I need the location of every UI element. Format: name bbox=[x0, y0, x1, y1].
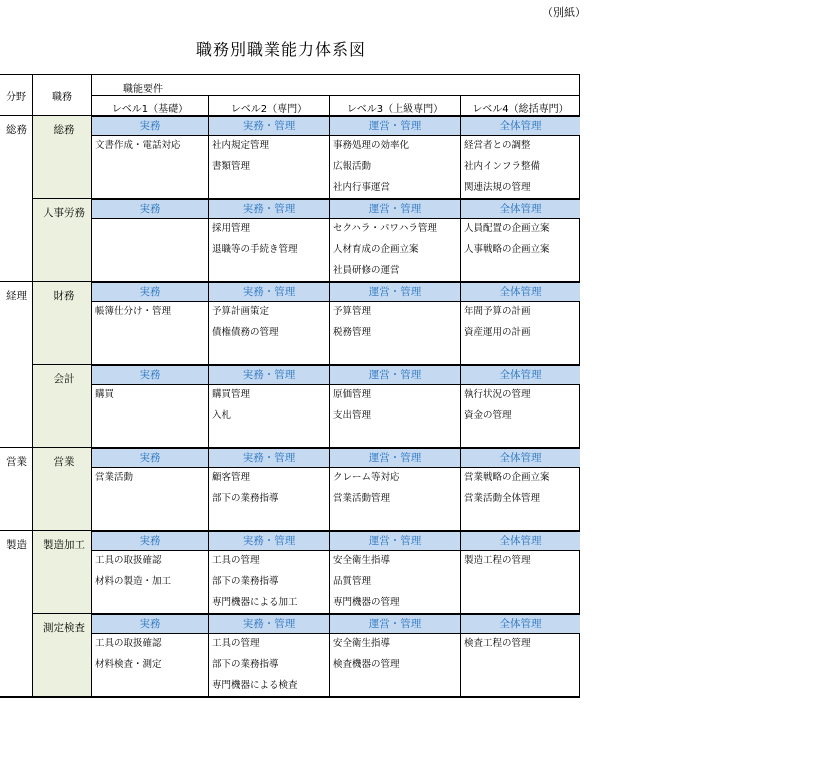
requirement-list bbox=[330, 468, 460, 513]
level-cell bbox=[209, 116, 330, 199]
level-cell bbox=[461, 365, 580, 448]
requirement-item: 専門機器の管理 bbox=[333, 597, 400, 608]
requirement-item: 退職等の手続き管理 bbox=[212, 244, 298, 255]
requirement-list bbox=[209, 136, 329, 181]
field-cell: 総務 bbox=[0, 116, 33, 282]
requirement-item: 専門機器による加工 bbox=[212, 597, 298, 608]
requirement-item: 経営者との調整 bbox=[464, 140, 531, 151]
level-cell bbox=[461, 614, 580, 697]
requirement-list bbox=[209, 219, 329, 264]
requirement-item: 広報活動 bbox=[333, 161, 372, 172]
level-category-bar: 全体管理 bbox=[461, 448, 580, 468]
level-category-bar: 全体管理 bbox=[461, 116, 580, 136]
duty-cell: 営業 bbox=[33, 448, 92, 531]
requirement-item: 材料の製造・加工 bbox=[95, 576, 172, 587]
requirement-list bbox=[209, 468, 329, 513]
level-cell bbox=[92, 116, 209, 199]
requirement-item: 検査工程の管理 bbox=[464, 638, 531, 649]
requirement-list bbox=[461, 136, 580, 199]
duty-cell: 財務 bbox=[33, 282, 92, 365]
requirement-item: 専門機器による検査 bbox=[212, 680, 298, 691]
annex-note: （別紙） bbox=[542, 6, 586, 19]
page-title: 職務別職業能力体系図 bbox=[196, 40, 367, 59]
requirement-item: 検査機器の管理 bbox=[333, 659, 400, 670]
requirement-list bbox=[330, 385, 460, 430]
duty-cell: 総務 bbox=[33, 116, 92, 199]
level-category-bar: 運営・管理 bbox=[330, 531, 460, 551]
requirement-list bbox=[461, 219, 580, 264]
duty-cell: 会計 bbox=[33, 365, 92, 448]
level-cell bbox=[209, 614, 330, 697]
level-category-bar: 運営・管理 bbox=[330, 199, 460, 219]
level-cell bbox=[92, 614, 209, 697]
requirement-item: 社内規定管理 bbox=[212, 140, 270, 151]
requirement-item: 税務管理 bbox=[333, 327, 372, 338]
level-cell bbox=[92, 448, 209, 531]
requirement-list bbox=[330, 302, 460, 347]
requirement-item: 営業活動管理 bbox=[333, 493, 391, 504]
level-category-bar: 実務 bbox=[92, 116, 208, 136]
level-category-bar: 全体管理 bbox=[461, 531, 580, 551]
requirement-item: 資産運用の計画 bbox=[464, 327, 531, 338]
requirement-list bbox=[461, 634, 580, 658]
level-cell bbox=[209, 282, 330, 365]
requirement-item: 顧客管理 bbox=[212, 472, 251, 483]
requirement-item: 工具の取扱確認 bbox=[95, 638, 162, 649]
level-cell bbox=[461, 448, 580, 531]
requirement-list bbox=[92, 551, 208, 596]
requirement-item: 入札 bbox=[212, 410, 232, 421]
level-category-bar: 全体管理 bbox=[461, 199, 580, 219]
requirement-item: 支出管理 bbox=[333, 410, 372, 421]
level-cell bbox=[461, 116, 580, 199]
requirement-item: 社員研修の運営 bbox=[333, 265, 400, 276]
level-cell bbox=[209, 448, 330, 531]
header-level-1: レベル1（基礎） bbox=[92, 95, 209, 116]
level-category-bar: 全体管理 bbox=[461, 365, 580, 385]
requirement-item: 人事戦略の企画立案 bbox=[464, 244, 550, 255]
level-cell bbox=[461, 282, 580, 365]
requirement-item: 年間予算の計画 bbox=[464, 306, 531, 317]
level-category-bar: 実務 bbox=[92, 365, 208, 385]
requirement-item: 事務処理の効率化 bbox=[333, 140, 410, 151]
level-cell bbox=[330, 614, 461, 697]
requirement-item: 書類管理 bbox=[212, 161, 251, 172]
level-cell bbox=[330, 448, 461, 531]
header-requirements: 職能要件 bbox=[123, 84, 163, 95]
level-cell bbox=[330, 199, 461, 282]
level-cell bbox=[92, 365, 209, 448]
requirement-item: 人材育成の企画立案 bbox=[333, 244, 419, 255]
level-category-bar: 全体管理 bbox=[461, 614, 580, 634]
requirement-item: 営業戦略の企画立案 bbox=[464, 472, 550, 483]
level-category-bar: 実務 bbox=[92, 531, 208, 551]
requirement-item: 予算計画策定 bbox=[212, 306, 270, 317]
field-cell: 製造 bbox=[0, 531, 33, 697]
header-level-3: レベル3（上級専門） bbox=[330, 95, 461, 116]
requirement-item: 社内行事運営 bbox=[333, 182, 391, 193]
requirement-item: 材料検査・測定 bbox=[95, 659, 162, 670]
requirement-item: 安全衛生指導 bbox=[333, 638, 391, 649]
level-cell bbox=[209, 199, 330, 282]
level-category-bar: 実務・管理 bbox=[209, 199, 329, 219]
level-category-bar: 実務 bbox=[92, 614, 208, 634]
duty-cell: 人事労務 bbox=[33, 199, 92, 282]
requirement-item: 社内インフラ整備 bbox=[464, 161, 541, 172]
requirement-item: 購買管理 bbox=[212, 389, 251, 400]
requirement-item: 営業活動 bbox=[95, 472, 134, 483]
requirement-item: 人員配置の企画立案 bbox=[464, 223, 550, 234]
header-duty: 職務 bbox=[33, 75, 92, 116]
level-cell bbox=[92, 199, 209, 282]
competency-table bbox=[0, 74, 580, 698]
requirement-item: 工具の管理 bbox=[212, 555, 260, 566]
level-cell bbox=[330, 282, 461, 365]
requirement-list bbox=[461, 385, 580, 430]
requirement-list bbox=[209, 385, 329, 430]
level-cell bbox=[461, 531, 580, 614]
level-cell bbox=[209, 365, 330, 448]
level-cell bbox=[209, 531, 330, 614]
requirement-list bbox=[330, 551, 460, 614]
requirement-list bbox=[461, 551, 580, 575]
level-category-bar: 運営・管理 bbox=[330, 116, 460, 136]
requirement-item: 製造工程の管理 bbox=[464, 555, 531, 566]
requirement-item: 執行状況の管理 bbox=[464, 389, 531, 400]
header-level-2: レベル2（専門） bbox=[209, 95, 330, 116]
requirement-item: 部下の業務指導 bbox=[212, 493, 279, 504]
level-category-bar: 運営・管理 bbox=[330, 614, 460, 634]
requirement-item: 部下の業務指導 bbox=[212, 576, 279, 587]
header-field: 分野 bbox=[0, 75, 33, 116]
requirement-list bbox=[330, 219, 460, 282]
level-category-bar: 実務・管理 bbox=[209, 282, 329, 302]
field-cell: 営業 bbox=[0, 448, 33, 531]
field-cell: 経理 bbox=[0, 282, 33, 448]
requirement-list bbox=[92, 302, 208, 326]
level-category-bar: 運営・管理 bbox=[330, 282, 460, 302]
requirement-list bbox=[92, 468, 208, 492]
requirement-list bbox=[92, 136, 208, 160]
level-category-bar: 全体管理 bbox=[461, 282, 580, 302]
level-cell bbox=[92, 531, 209, 614]
requirement-item: 部下の業務指導 bbox=[212, 659, 279, 670]
level-category-bar: 実務・管理 bbox=[209, 116, 329, 136]
requirement-item: セクハラ・パワハラ管理 bbox=[333, 223, 437, 234]
requirement-list bbox=[92, 385, 208, 409]
requirement-item: クレーム等対応 bbox=[333, 472, 400, 483]
level-category-bar: 実務・管理 bbox=[209, 614, 329, 634]
requirement-list bbox=[92, 219, 208, 222]
requirement-item: 帳簿仕分け・管理 bbox=[95, 306, 172, 317]
requirement-item: 品質管理 bbox=[333, 576, 372, 587]
duty-cell: 測定検査 bbox=[33, 614, 92, 697]
level-cell bbox=[92, 282, 209, 365]
level-category-bar: 実務・管理 bbox=[209, 365, 329, 385]
requirement-item: 原価管理 bbox=[333, 389, 372, 400]
level-category-bar: 実務・管理 bbox=[209, 448, 329, 468]
requirement-list bbox=[209, 634, 329, 697]
requirement-list bbox=[92, 634, 208, 679]
requirement-item: 工具の取扱確認 bbox=[95, 555, 162, 566]
level-cell bbox=[330, 116, 461, 199]
level-cell bbox=[461, 199, 580, 282]
requirement-item: 採用管理 bbox=[212, 223, 251, 234]
requirement-item: 資金の管理 bbox=[464, 410, 512, 421]
level-category-bar: 実務 bbox=[92, 282, 208, 302]
header-level-4: レベル4（総括専門） bbox=[461, 95, 580, 116]
requirement-item: 安全衛生指導 bbox=[333, 555, 391, 566]
requirement-item: 関連法規の管理 bbox=[464, 182, 531, 193]
requirement-item: 工具の管理 bbox=[212, 638, 260, 649]
requirement-item: 予算管理 bbox=[333, 306, 372, 317]
level-category-bar: 運営・管理 bbox=[330, 448, 460, 468]
duty-cell: 製造加工 bbox=[33, 531, 92, 614]
requirement-list bbox=[330, 634, 460, 679]
requirement-item: 文書作成・電話対応 bbox=[95, 140, 181, 151]
level-category-bar: 実務 bbox=[92, 448, 208, 468]
requirement-item: 債権債務の管理 bbox=[212, 327, 279, 338]
requirement-list bbox=[461, 468, 580, 513]
requirement-item: 購買 bbox=[95, 389, 115, 400]
level-cell bbox=[330, 531, 461, 614]
requirement-list bbox=[209, 551, 329, 614]
requirement-list bbox=[330, 136, 460, 199]
requirement-list bbox=[209, 302, 329, 347]
level-category-bar: 運営・管理 bbox=[330, 365, 460, 385]
level-category-bar: 実務 bbox=[92, 199, 208, 219]
level-cell bbox=[330, 365, 461, 448]
requirement-list bbox=[461, 302, 580, 347]
level-category-bar: 実務・管理 bbox=[209, 531, 329, 551]
requirement-item: 営業活動全体管理 bbox=[464, 493, 541, 504]
